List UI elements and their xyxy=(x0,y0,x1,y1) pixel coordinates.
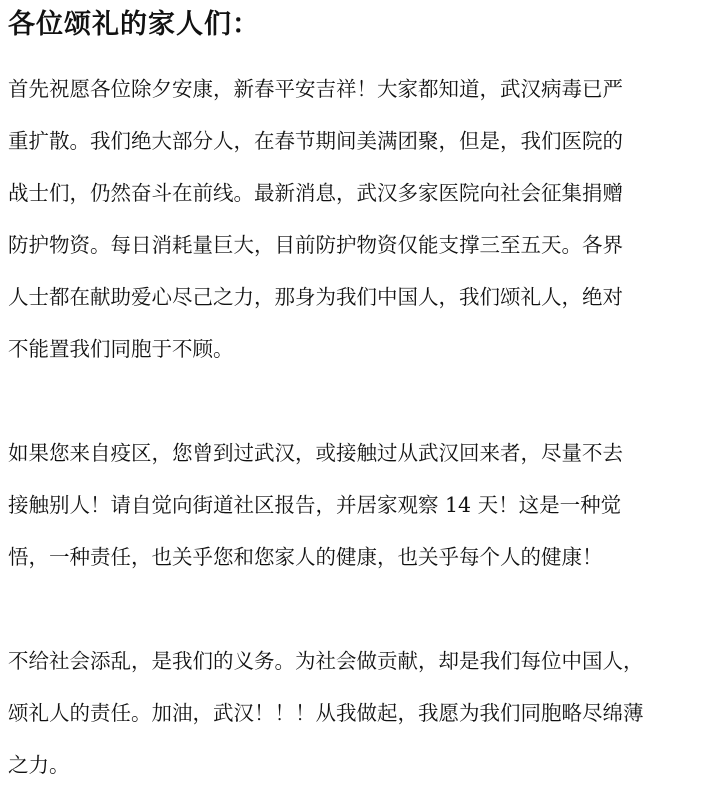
letter-document xyxy=(8,8,708,791)
paragraph-closing xyxy=(8,635,708,791)
paragraph-line: 悟，一种责任，也关乎您和您家人的健康，也关乎每个人的健康！ xyxy=(8,545,603,569)
paragraph-line: 接触别人！请自觉向街道社区报告，并居家观察 14 天！这是一种觉 xyxy=(8,493,622,517)
paragraph-spacer xyxy=(8,583,708,635)
paragraph-line: 之力。 xyxy=(8,753,70,777)
paragraph-greeting xyxy=(8,63,708,375)
paragraph-line: 重扩散。我们绝大部分人，在春节期间美满团聚，但是，我们医院的 xyxy=(8,129,623,153)
paragraph-line: 人士都在献助爱心尽己之力，那身为我们中国人，我们颂礼人，绝对 xyxy=(8,285,623,309)
paragraph-spacer xyxy=(8,375,708,427)
paragraph-line: 如果您来自疫区，您曾到过武汉，或接触过从武汉回来者，尽量不去 xyxy=(8,441,623,465)
paragraph-line: 不给社会添乱，是我们的义务。为社会做贡献，却是我们每位中国人， xyxy=(8,649,644,673)
paragraph-line: 首先祝愿各位除夕安康，新春平安吉祥！大家都知道，武汉病毒已严 xyxy=(8,77,623,101)
paragraph-line: 不能置我们同胞于不顾。 xyxy=(8,337,234,361)
paragraph-line: 战士们，仍然奋斗在前线。最新消息，武汉多家医院向社会征集捐赠 xyxy=(8,181,623,205)
letter-title: 各位颂礼的家人们： xyxy=(8,9,260,40)
paragraph-line: 颂礼人的责任。加油，武汉！！！从我做起，我愿为我们同胞略尽绵薄 xyxy=(8,701,644,725)
paragraph-epidemic-advice xyxy=(8,427,708,583)
paragraph-line: 防护物资。每日消耗量巨大，目前防护物资仅能支撑三至五天。各界 xyxy=(8,233,623,257)
